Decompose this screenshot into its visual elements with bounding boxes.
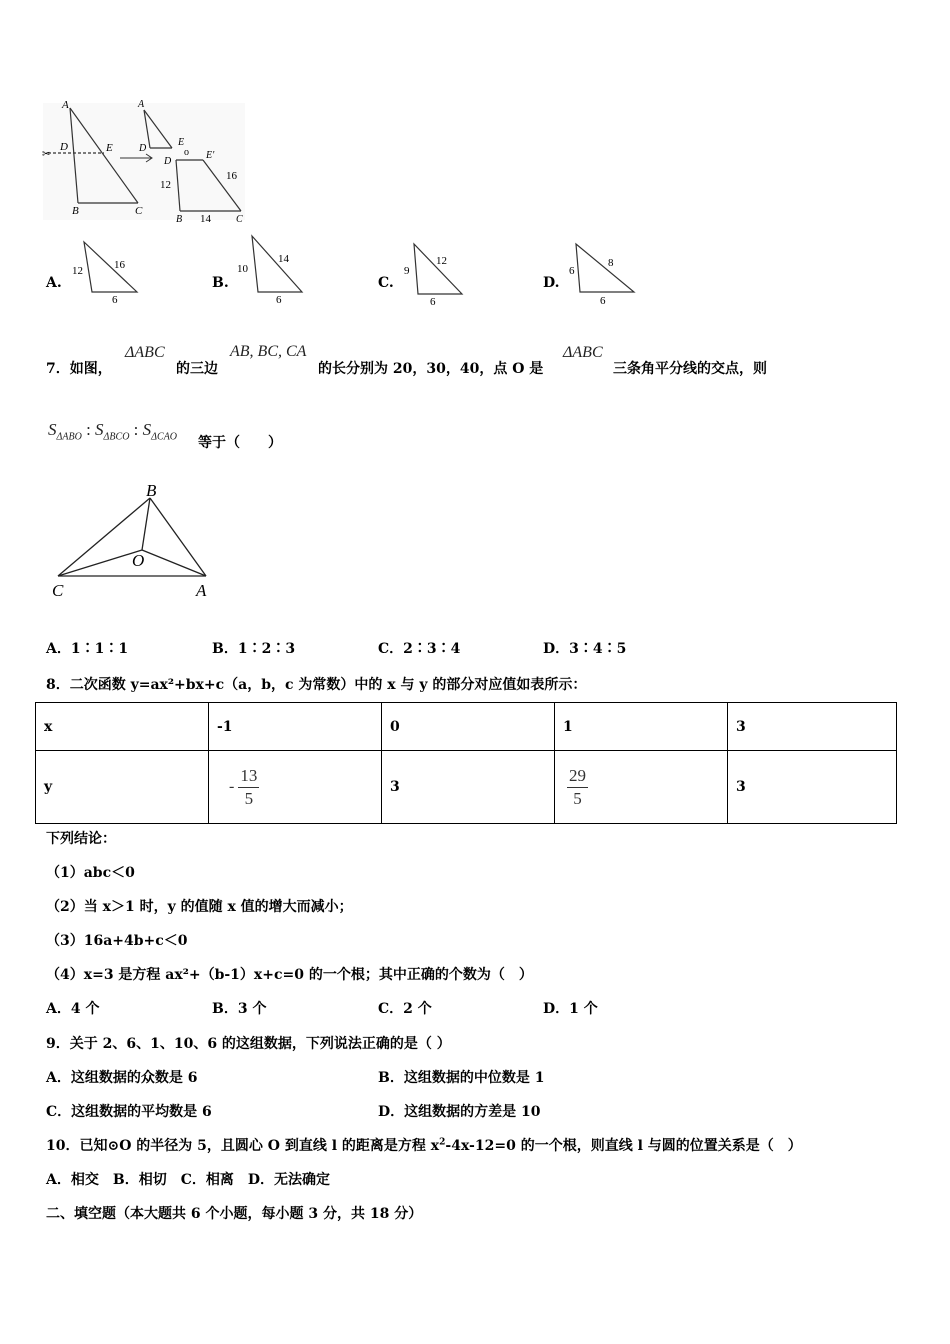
q6-a-left-side: 12 xyxy=(72,265,83,277)
q8-conclusion-4: （4）x=3 是方程 ax²+（b-1）x+c=0 的一个根；其中正确的个数为（ ） xyxy=(46,967,533,983)
q6-d-base: 6 xyxy=(600,295,606,307)
table-cell-x4: 3 xyxy=(728,703,897,751)
q6-option-d-figure xyxy=(566,240,638,308)
q6-c-base: 6 xyxy=(430,296,436,308)
q7-label-a: A xyxy=(196,581,207,600)
table-row xyxy=(36,751,897,824)
q6-option-d-letter[interactable]: D. xyxy=(543,275,560,291)
q6-c-left-side: 9 xyxy=(404,265,410,277)
q10-superscript: 2 xyxy=(439,1137,446,1148)
q6-trap-label-d: D xyxy=(164,156,172,167)
q7-mid-text-1: 的三边 xyxy=(176,361,218,377)
q8-conclusion-2: （2）当 x＞1 时，y 的值随 x 值的增大而减小； xyxy=(46,899,353,915)
q6-option-c-figure xyxy=(400,240,466,308)
q10-stem xyxy=(46,1135,802,1155)
table-cell-y2: 3 xyxy=(382,751,555,824)
q7-triangle-abc-1: ΔABC xyxy=(125,344,165,361)
q9-option-c[interactable]: C．这组数据的平均数是 6 xyxy=(46,1104,212,1120)
q6-small-label-e: E xyxy=(178,137,185,148)
q6-option-b-letter[interactable]: B. xyxy=(212,275,229,291)
section-2-heading: 二、填空题（本大题共 6 个小题，每小题 3 分，共 18 分） xyxy=(46,1206,423,1222)
q9-option-a[interactable]: A．这组数据的众数是 6 xyxy=(46,1070,198,1086)
q6-b-base: 6 xyxy=(276,294,282,306)
q7-expr-suffix: 等于（ ） xyxy=(198,435,282,451)
area-sub-cao: ΔCAO xyxy=(151,431,178,443)
table-cell-y1 xyxy=(209,751,382,824)
q6-b-left-side: 10 xyxy=(237,263,248,275)
q6-trap-len-16: 16 xyxy=(226,170,237,182)
q8-option-c[interactable]: C．2 个 xyxy=(378,1001,432,1017)
q6-trap-len-14: 14 xyxy=(200,213,211,225)
table-cell-y4: 3 xyxy=(728,751,897,824)
q7-option-a[interactable]: A．1∶1∶1 xyxy=(46,641,129,657)
q6-label-e: E xyxy=(106,142,113,154)
q7-suffix: 三条角平分线的交点，则 xyxy=(613,361,767,377)
q8-conclusion-1: （1）abc＜0 xyxy=(46,865,135,881)
q7-mid-text-2: 的长分别为 20，30，40，点 O 是 xyxy=(318,361,544,377)
q7-sides: AB, BC, CA xyxy=(230,343,307,360)
q6-d-right-side: 8 xyxy=(608,257,614,269)
q7-prefix: 7．如图， xyxy=(46,361,112,377)
q10-stem-part-b: -4x-12=0 的一个根，则直线 l 与圆的位置关系是（ ） xyxy=(445,1138,802,1154)
q8-conclusions-title: 下列结论： xyxy=(46,831,116,847)
table-row xyxy=(36,703,897,751)
q6-trap-label-b: B xyxy=(176,214,183,225)
q8-conclusion-3: （3）16a+4b+c＜0 xyxy=(46,933,188,949)
q9-option-b[interactable]: B．这组数据的中位数是 1 xyxy=(378,1070,545,1086)
q8-value-table xyxy=(35,702,897,824)
q8-option-a[interactable]: A．4 个 xyxy=(46,1001,100,1017)
q7-triangle-figure xyxy=(46,478,218,602)
table-cell-x2: 0 xyxy=(382,703,555,751)
q8-option-d[interactable]: D．1 个 xyxy=(543,1001,598,1017)
ratio-colon: : xyxy=(133,420,139,439)
q9-stem: 9．关于 2、6、1、10、6 的这组数据，下列说法正确的是（ ） xyxy=(46,1036,451,1052)
area-sub-abo: ΔABO xyxy=(56,431,82,443)
q10-stem-part-a: 10．已知⊙O 的半径为 5，且圆心 O 到直线 l 的距离是方程 x xyxy=(46,1138,440,1154)
q7-label-o: O xyxy=(132,551,145,570)
q6-small-label-d: D xyxy=(139,143,147,154)
q6-option-c-letter[interactable]: C. xyxy=(378,275,394,291)
table-cell-x3: 1 xyxy=(555,703,728,751)
q8-stem: 8．二次函数 y=ax²+bx+c（a，b，c 为常数）中的 x 与 y 的部分对应值如表所示： xyxy=(46,677,587,693)
ratio-colon: : xyxy=(86,420,91,439)
q6-label-a: A xyxy=(62,99,69,111)
q6-a-base: 6 xyxy=(112,294,118,306)
q6-trap-label-e: E' xyxy=(206,150,215,161)
q6-small-label-a: A xyxy=(138,99,145,110)
fraction-29-5: $\frac{29}{5}$ xyxy=(569,765,586,808)
q9-option-d[interactable]: D．这组数据的方差是 10 xyxy=(378,1104,541,1120)
table-cell-y3 xyxy=(555,751,728,824)
q7-option-b[interactable]: B．1∶2∶3 xyxy=(212,641,296,657)
q6-trap-len-12: 12 xyxy=(160,179,171,191)
scissors-icon: ✂ xyxy=(42,149,51,160)
q6-trap-label-c: C xyxy=(236,214,243,225)
q6-a-right-side: 16 xyxy=(114,259,125,271)
area-symbol: S xyxy=(142,420,152,439)
table-cell-x: x xyxy=(36,703,209,751)
q8-option-b[interactable]: B．3 个 xyxy=(212,1001,267,1017)
q10-options[interactable]: A．相交 B．相切 C．相离 D．无法确定 xyxy=(46,1172,330,1188)
q7-label-c: C xyxy=(52,581,64,600)
q6-option-a-figure xyxy=(70,238,140,306)
q6-trap-label-o: o xyxy=(184,147,189,158)
fraction-13-5: $\frac{13}{5}$ xyxy=(240,765,258,808)
q7-option-d[interactable]: D．3∶4∶5 xyxy=(543,641,627,657)
q6-b-right-side: 14 xyxy=(278,253,289,265)
area-sub-bco: ΔBCO xyxy=(103,431,130,443)
q7-area-ratio-expression xyxy=(48,420,177,442)
q6-cut-figure xyxy=(40,95,255,225)
q6-label-d: D xyxy=(60,141,68,153)
q6-d-left-side: 6 xyxy=(569,265,575,277)
q7-label-b: B xyxy=(146,481,157,500)
q6-c-right-side: 12 xyxy=(436,255,447,267)
q6-option-b-figure xyxy=(236,232,306,306)
minus-sign: - xyxy=(229,778,235,795)
table-cell-x1: -1 xyxy=(209,703,382,751)
q6-option-a-letter[interactable]: A. xyxy=(46,275,62,291)
q6-label-b: B xyxy=(72,205,79,217)
q7-triangle-abc-2: ΔABC xyxy=(563,344,603,361)
q7-option-c[interactable]: C．2∶3∶4 xyxy=(378,641,461,657)
area-symbol: S xyxy=(95,420,104,439)
area-symbol: S xyxy=(48,420,57,439)
q6-label-c: C xyxy=(135,205,143,217)
table-cell-y: y xyxy=(36,751,209,824)
